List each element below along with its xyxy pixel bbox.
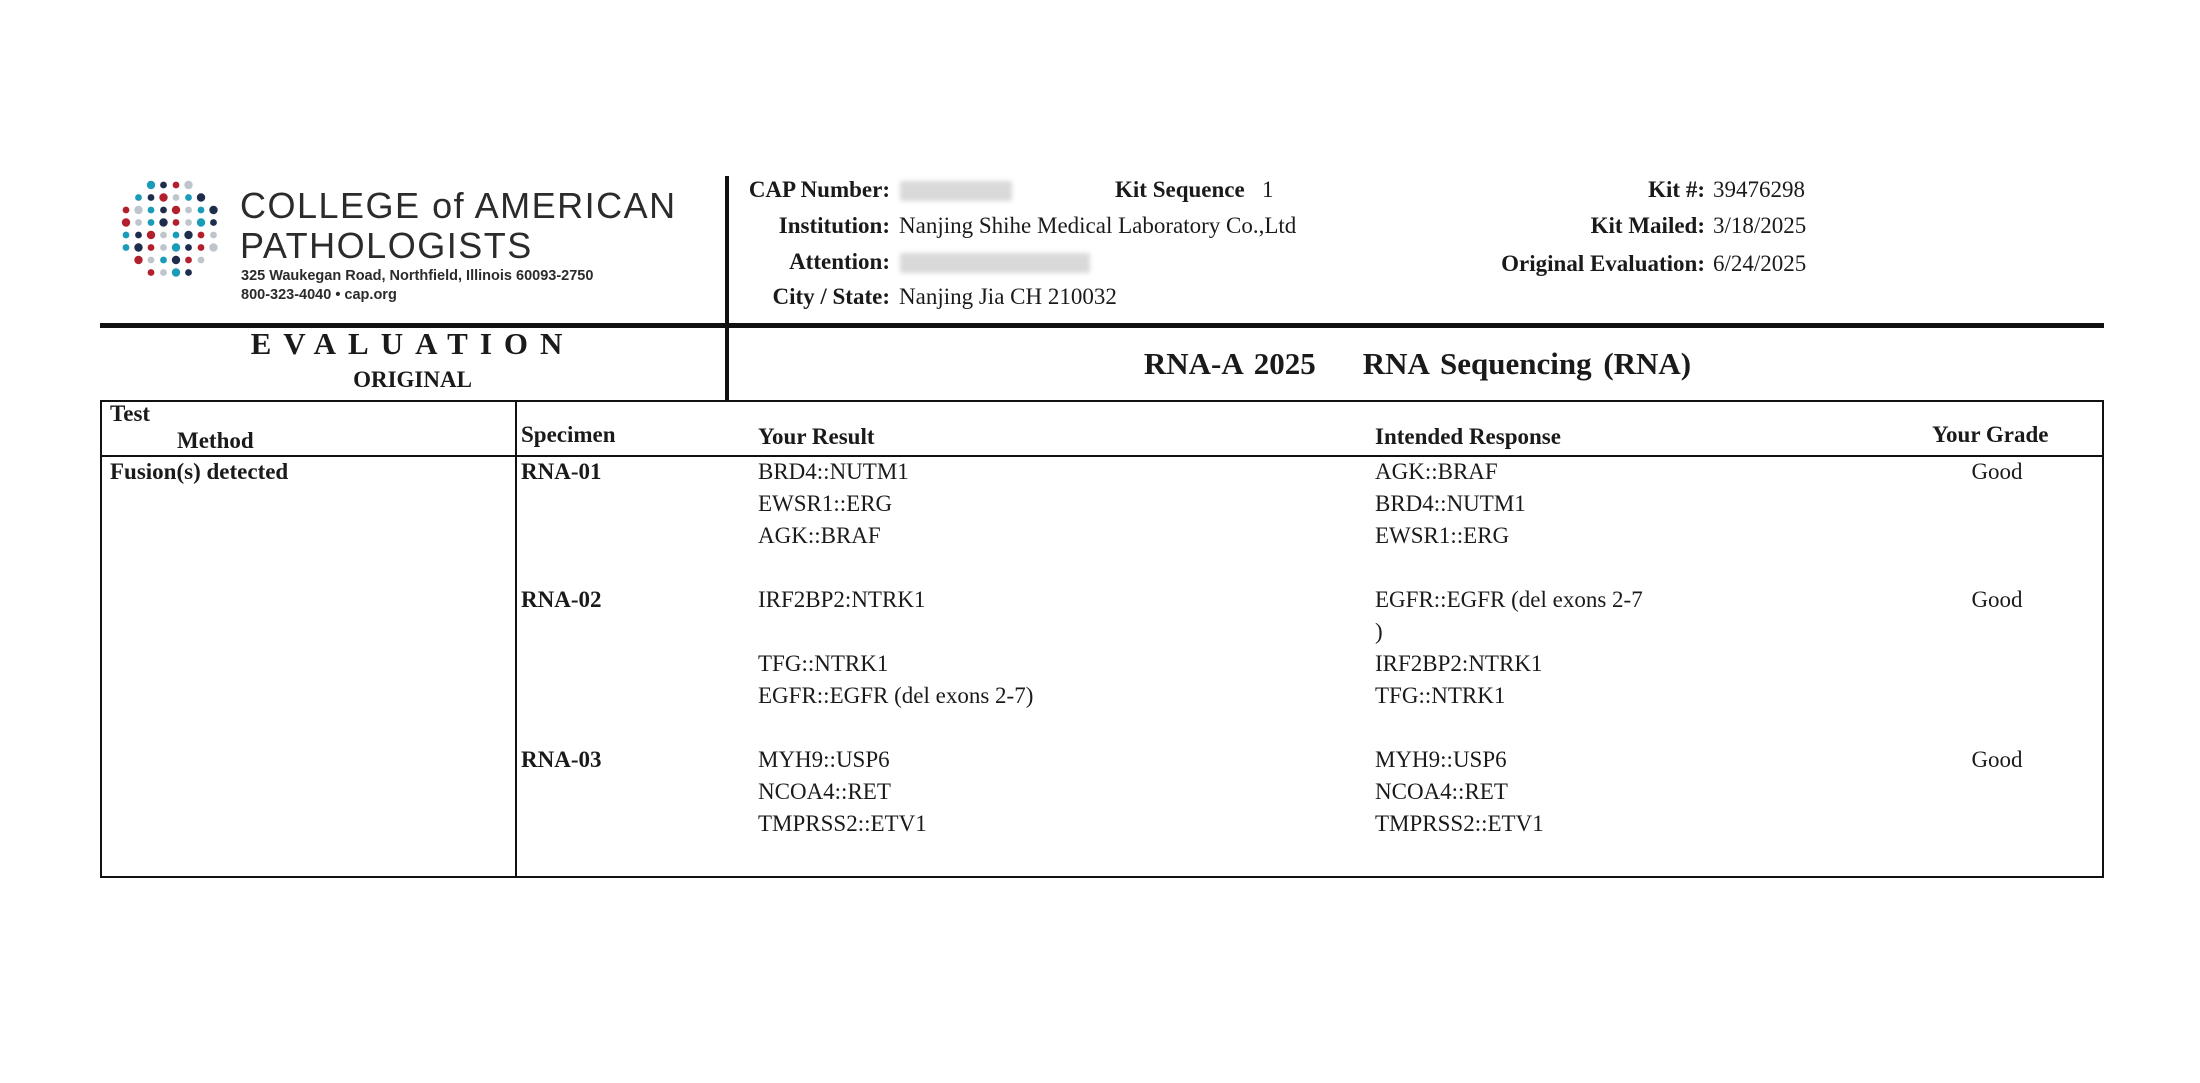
kit-mailed-label: Kit Mailed:	[1590, 213, 1705, 238]
org-name-line1: COLLEGE of AMERICAN	[240, 185, 677, 226]
attention-label: Attention:	[789, 249, 890, 274]
kit-number-label: Kit #:	[1648, 177, 1705, 202]
result-cell: AGK::BRAF	[758, 523, 881, 548]
org-contact: 800-323-4040 • cap.org	[241, 287, 397, 303]
program-title: RNA-A 2025 RNA Sequencing (RNA)	[1143, 346, 1692, 381]
original-evaluation-value: 6/24/2025	[1713, 251, 1807, 276]
institution-value: Nanjing Shihe Medical Laboratory Co.,Ltd	[899, 213, 1297, 238]
intended-cell: EWSR1::ERG	[1375, 523, 1510, 548]
header-your-result: Your Result	[758, 424, 875, 449]
test-name: Fusion(s) detected	[110, 459, 289, 484]
result-cell: TFG::NTRK1	[758, 651, 889, 676]
kit-mailed-value: 3/18/2025	[1713, 213, 1807, 238]
header-test: Test	[110, 401, 151, 426]
cap-number-redacted	[900, 181, 1012, 201]
specimen-rna-03: RNA-03	[521, 747, 602, 772]
city-state-label: City / State:	[772, 284, 890, 309]
intended-cell: TMPRSS2::ETV1	[1375, 811, 1544, 836]
header-intended-response: Intended Response	[1375, 424, 1561, 449]
org-name-line2: PATHOLOGISTS	[240, 225, 533, 266]
intended-cell: MYH9::USP6	[1375, 747, 1507, 772]
evaluation-title: EVALUATION	[250, 326, 575, 361]
header-specimen: Specimen	[521, 422, 616, 447]
results-table	[100, 400, 2104, 878]
specimen-rna-02: RNA-02	[521, 587, 602, 612]
intended-cell: BRD4::NUTM1	[1375, 491, 1526, 516]
result-cell: TMPRSS2::ETV1	[758, 811, 927, 836]
city-state-value: Nanjing Jia CH 210032	[899, 284, 1117, 309]
intended-cell: NCOA4::RET	[1375, 779, 1508, 804]
intended-cell: AGK::BRAF	[1375, 459, 1498, 484]
result-cell: EWSR1::ERG	[758, 491, 893, 516]
intended-cell: )	[1375, 619, 1383, 644]
grade-rna-03: Good	[1971, 747, 2023, 772]
original-evaluation-label: Original Evaluation:	[1501, 251, 1705, 276]
header-your-grade: Your Grade	[1932, 422, 2049, 447]
intended-cell: TFG::NTRK1	[1375, 683, 1506, 708]
cap-logo-icon	[118, 178, 222, 278]
result-cell: NCOA4::RET	[758, 779, 891, 804]
kit-sequence-label: Kit Sequence	[1115, 177, 1245, 202]
institution-label: Institution:	[778, 213, 890, 238]
evaluation-subtitle: ORIGINAL	[353, 367, 472, 392]
header-method: Method	[177, 428, 254, 453]
table-header-rule	[100, 455, 2104, 457]
specimen-rna-01: RNA-01	[521, 459, 602, 484]
kit-sequence-value: 1	[1262, 177, 1274, 202]
result-cell: BRD4::NUTM1	[758, 459, 909, 484]
intended-cell: IRF2BP2:NTRK1	[1375, 651, 1543, 676]
intended-cell: EGFR::EGFR (del exons 2-7	[1375, 587, 1643, 612]
table-column-divider	[515, 400, 517, 878]
org-address: 325 Waukegan Road, Northfield, Illinois 60093-2750	[241, 268, 594, 284]
grade-rna-01: Good	[1971, 459, 2023, 484]
grade-rna-02: Good	[1971, 587, 2023, 612]
cap-number-label: CAP Number:	[748, 177, 890, 202]
result-cell: MYH9::USP6	[758, 747, 890, 772]
kit-number-value: 39476298	[1713, 177, 1805, 202]
attention-redacted	[900, 253, 1090, 273]
result-cell: IRF2BP2:NTRK1	[758, 587, 926, 612]
result-cell: EGFR::EGFR (del exons 2-7)	[758, 683, 1034, 708]
